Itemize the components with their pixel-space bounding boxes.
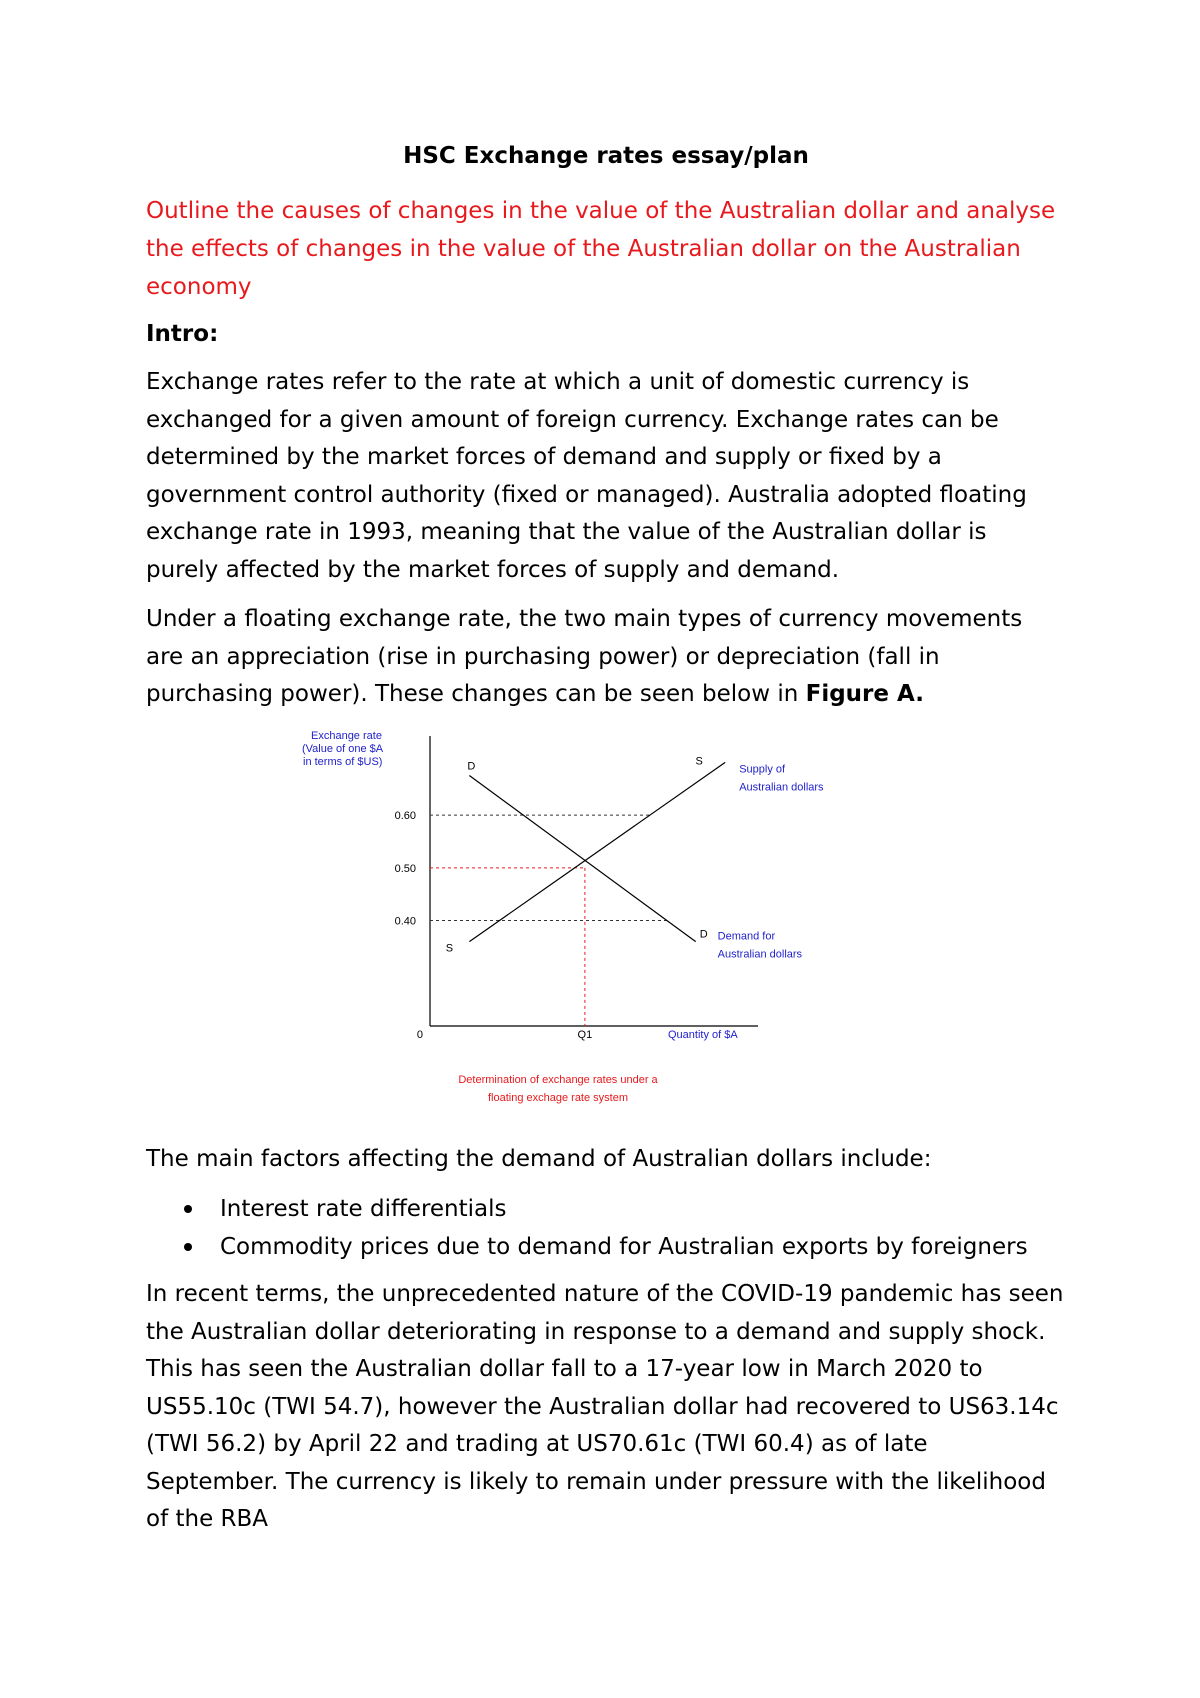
intro-paragraph: Exchange rates refer to the rate at which a unit of domestic currency is exchanged for a given amount of foreign currency. Exchange rates can be determined by the market forces of demand and supply or fixed by a government control authority (fixed or managed). Australia adopted floating exchange rate in 1993, meaning that the value of the Australian dollar is purely affected by the market forces of supply and demand. <box>146 369 1027 583</box>
y-tick-label: 0.50 <box>394 862 416 875</box>
figure-a-chart <box>146 726 1066 1141</box>
demand-end-label: D <box>699 928 708 941</box>
list-item-text: Commodity prices due to demand for Australian exports by foreigners <box>220 1234 1028 1260</box>
exchange-rate-chart <box>146 726 1066 1141</box>
currency-movements-text: Under a floating exchange rate, the two main types of currency movements are an appreciation (rise in purchasing power) or depreciation (fall in purchasing power). These changes can be seen below in <box>146 606 1023 707</box>
supply-curve <box>469 762 725 941</box>
y-tick-label: 0.40 <box>394 915 416 928</box>
figure-reference: Figure A. <box>805 681 924 707</box>
document-title: HSC Exchange rates essay/plan <box>403 143 809 169</box>
demand-curve <box>469 775 695 941</box>
y-axis-label-line-2: (Value of one $A <box>302 742 384 755</box>
y-axis-label-line-3: in terms of $US) <box>303 755 383 768</box>
y-tick-label: 0.60 <box>394 809 416 822</box>
list-item <box>146 1190 1066 1228</box>
bullet-icon <box>184 1243 192 1251</box>
document-page <box>146 140 1066 1551</box>
essay-question: Outline the causes of changes in the value of the Australian dollar and analyse the effects of changes in the value of the Australian dollar on the Australian economy <box>146 198 1056 300</box>
demand-label-line-1: Demand for <box>717 930 776 943</box>
supply-end-label: S <box>695 754 703 767</box>
bullet-icon <box>184 1205 192 1213</box>
supply-start-label: S <box>445 942 454 955</box>
x-axis-label: Quantity of $A <box>668 1028 738 1041</box>
intro-heading: Intro: <box>146 321 219 347</box>
demand-factors-list <box>146 1190 1066 1266</box>
chart-title-line-1: Determination of exchange rates under a <box>458 1073 658 1086</box>
covid-paragraph: In recent terms, the unprecedented nature of the COVID-19 pandemic has seen the Australian dollar deteriorating in response to a demand and supply shock. This has seen the Australian dollar fall to a 17-year low in March 2020 to US55.10c (TWI 54.7), however the Australian dollar had recovered to US63.14c (TWI 56.2) by April 22 and trading at US70.61c (TWI 60.4) as of late September. The currency is likely to remain under pressure with the likelihood of the RBA <box>146 1281 1064 1532</box>
list-item-text: Interest rate differentials <box>220 1196 507 1222</box>
y-axis-label-line-1: Exchange rate <box>311 729 382 742</box>
demand-factors-intro: The main factors affecting the demand of Australian dollars include: <box>146 1145 932 1172</box>
demand-start-label: D <box>467 760 476 773</box>
supply-label-line-2: Australian dollars <box>739 780 824 793</box>
demand-label-line-2: Australian dollars <box>717 948 803 961</box>
x-tick-label: Q1 <box>577 1028 593 1041</box>
list-item <box>146 1228 1066 1266</box>
currency-movements-paragraph <box>146 601 1066 714</box>
supply-label-line-1: Supply of <box>739 762 786 775</box>
origin-label: 0 <box>416 1028 423 1041</box>
chart-title-line-2: floating exchage rate system <box>487 1091 629 1104</box>
